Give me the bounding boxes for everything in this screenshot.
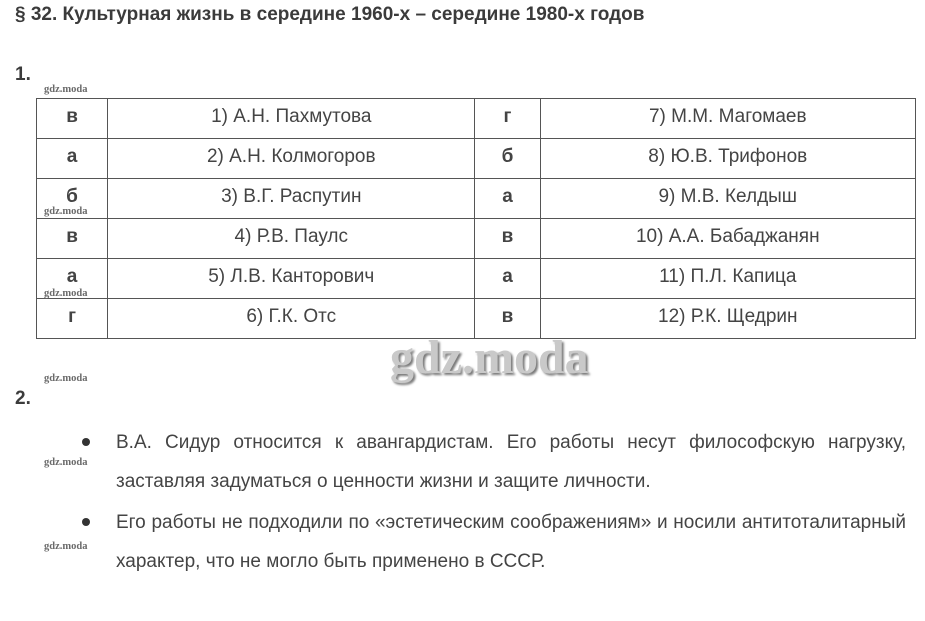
watermark-small: gdz.moda [44, 206, 88, 217]
answer-letter-left: г [37, 299, 108, 339]
answer-letter-left: а [37, 259, 108, 299]
answer-letter-right: в [475, 299, 540, 339]
bullet-item [80, 503, 906, 581]
answer-letter-left: а [37, 139, 108, 179]
table-row [37, 99, 916, 139]
bullet-text: Его работы не подходили по «эстетическим соображениям» и носили антитоталитарный характер, что не могло быть применено в СССР. [116, 512, 906, 572]
person-name-right: 9) М.В. Келдыш [540, 179, 915, 219]
person-name-left: 4) Р.В. Паулс [108, 219, 475, 259]
answer-letter-right: б [475, 139, 540, 179]
page-title: § 32. Культурная жизнь в середине 1960-х – середине 1980-х годов [15, 4, 645, 25]
watermark-large: gdz.moda [390, 331, 589, 384]
person-name-right: 10) А.А. Бабаджанян [540, 219, 915, 259]
person-name-left: 2) А.Н. Колмогоров [108, 139, 475, 179]
bullet-dot-icon [82, 438, 90, 446]
task-2-number: 2. [15, 388, 31, 409]
answer-letter-right: а [475, 259, 540, 299]
person-name-right: 7) М.М. Магомаев [540, 99, 915, 139]
answer-letter-right: а [475, 179, 540, 219]
watermark-small: gdz.moda [44, 288, 88, 299]
person-name-right: 8) Ю.В. Трифонов [540, 139, 915, 179]
person-name-left: 5) Л.В. Канторович [108, 259, 475, 299]
answer-bullet-list [80, 423, 906, 581]
answer-letter-right: в [475, 219, 540, 259]
bullet-dot-icon [82, 518, 90, 526]
table-row [37, 139, 916, 179]
watermark-small: gdz.moda [44, 457, 88, 468]
bullet-text: В.А. Сидур относится к авангардистам. Его работы несут философскую нагрузку, заставляя задуматься о ценности жизни и защите личности. [116, 432, 906, 492]
answer-letter-left: в [37, 219, 108, 259]
person-name-left: 1) А.Н. Пахмутова [108, 99, 475, 139]
answer-letter-left: в [37, 99, 108, 139]
watermark-small: gdz.moda [44, 373, 88, 384]
watermark-small: gdz.moda [44, 84, 88, 95]
answer-letter-left: б [37, 179, 108, 219]
person-name-left: 3) В.Г. Распутин [108, 179, 475, 219]
watermark-small: gdz.moda [44, 541, 88, 552]
task-1-number: 1. [15, 64, 31, 85]
table-row [37, 179, 916, 219]
person-name-right: 11) П.Л. Капица [540, 259, 915, 299]
table-row [37, 259, 916, 299]
person-name-left: 6) Г.К. Отс [108, 299, 475, 339]
table-row [37, 219, 916, 259]
answers-table [36, 98, 916, 339]
answer-letter-right: г [475, 99, 540, 139]
bullet-item [80, 423, 906, 501]
person-name-right: 12) Р.К. Щедрин [540, 299, 915, 339]
